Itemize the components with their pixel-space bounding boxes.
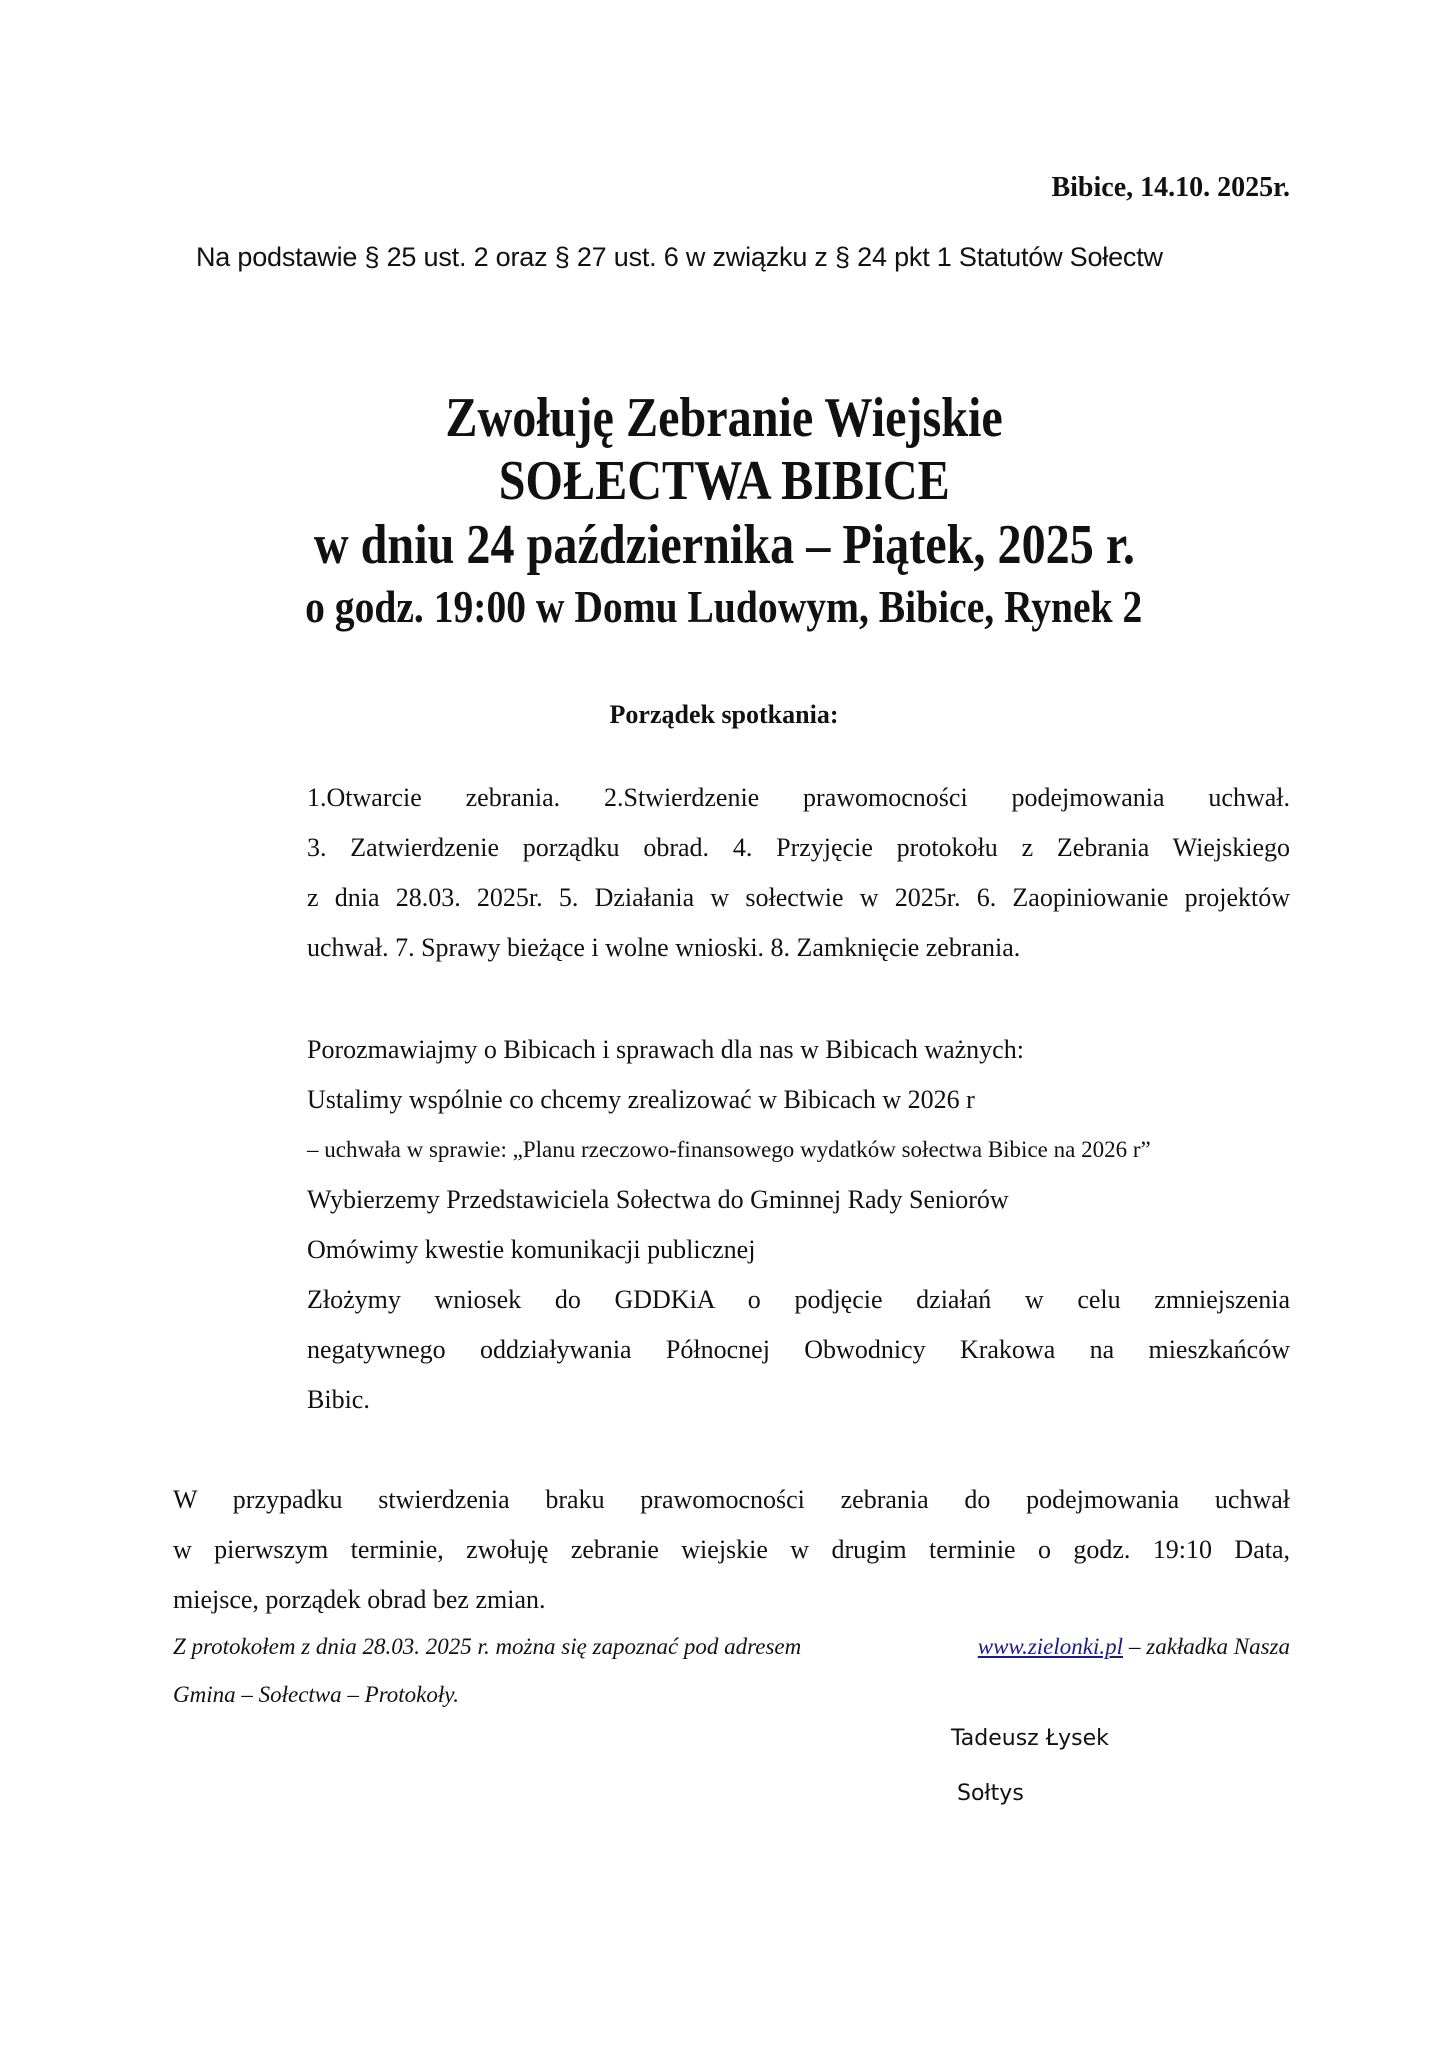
protocol-note-line-1 [173,1623,1290,1671]
topic-line: Bibic. [307,1385,370,1414]
signer-name: Tadeusz Łysek [951,1726,1109,1751]
agenda-line: uchwał. 7. Sprawy bieżące i wolne wnioski. 8. Zamknięcie zebrania. [307,933,1021,962]
zielonki-link[interactable]: www.zielonki.pl [977,1634,1123,1659]
topic-line: Wybierzemy Przedstawiciela Sołectwa do Gminnej Rady Seniorów [307,1185,1009,1214]
signer-role: Sołtys [957,1781,1024,1806]
topic-line: Złożymy wniosek do GDDKiA o podjęcie działań w celu zmniejszenia [307,1285,1290,1314]
protocol-note-link-group [978,1623,1290,1671]
protocol-note-tail: – zakładka Nasza [1129,1634,1290,1659]
topic-line: Porozmawiajmy o Bibicach i sprawach dla nas w Bibicach ważnych: [307,1035,1024,1064]
title-line-2-text: SOŁECTWA BIBICE [498,450,950,512]
title-line-1 [0,387,1448,449]
title-line-4-text: o godz. 19:00 w Domu Ludowym, Bibice, Rynek 2 [305,581,1143,632]
quorum-notice [173,1475,1290,1625]
quorum-line: w pierwszym terminie, zwołuję zebranie wiejskie w drugim terminie o godz. 19:10 Data, [173,1535,1290,1564]
title-line-3 [0,514,1448,576]
title-line-1-text: Zwołuję Zebranie Wiejskie [445,387,1003,449]
discussion-topics [307,1025,1290,1425]
agenda-line: 1.Otwarcie zebrania. 2.Stwierdzenie prawomocności podejmowania uchwał. [307,783,1290,812]
topic-line: negatywnego oddziaływania Północnej Obwodnicy Krakowa na mieszkańców [307,1335,1290,1364]
agenda-list [307,773,1290,973]
legal-basis: Na podstawie § 25 ust. 2 oraz § 27 ust. 6 w związku z § 24 pkt 1 Statutów Sołectw [196,242,1163,272]
protocol-note [173,1623,1290,1719]
protocol-note-line-2: Gmina – Sołectwa – Protokoły. [173,1682,459,1707]
protocol-note-text: Z protokołem z dnia 28.03. 2025 r. można się zapoznać pod adresem [173,1634,802,1659]
agenda-line: z dnia 28.03. 2025r. 5. Działania w sołectwie w 2025r. 6. Zaopiniowanie projektów [307,883,1290,912]
topic-line: – uchwała w sprawie: „Planu rzeczowo-finansowego wydatków sołectwa Bibice na 2026 r” [307,1137,1151,1162]
title-line-2 [0,450,1448,512]
quorum-line: miejsce, porządek obrad bez zmian. [173,1585,546,1614]
topic-line: Ustalimy wspólnie co chcemy zrealizować w Bibicach w 2026 r [307,1085,975,1114]
title-line-3-text: w dniu 24 października – Piątek, 2025 r. [313,514,1135,576]
quorum-line: W przypadku stwierdzenia braku prawomocności zebrania do podejmowania uchwał [173,1485,1290,1514]
topic-line: Omówimy kwestie komunikacji publicznej [307,1235,756,1264]
agenda-line: 3. Zatwierdzenie porządku obrad. 4. Przyjęcie protokołu z Zebrania Wiejskiego [307,833,1290,862]
agenda-heading: Porządek spotkania: [609,700,839,729]
place-and-date: Bibice, 14.10. 2025r. [1051,172,1290,203]
title-line-4 [0,581,1448,632]
